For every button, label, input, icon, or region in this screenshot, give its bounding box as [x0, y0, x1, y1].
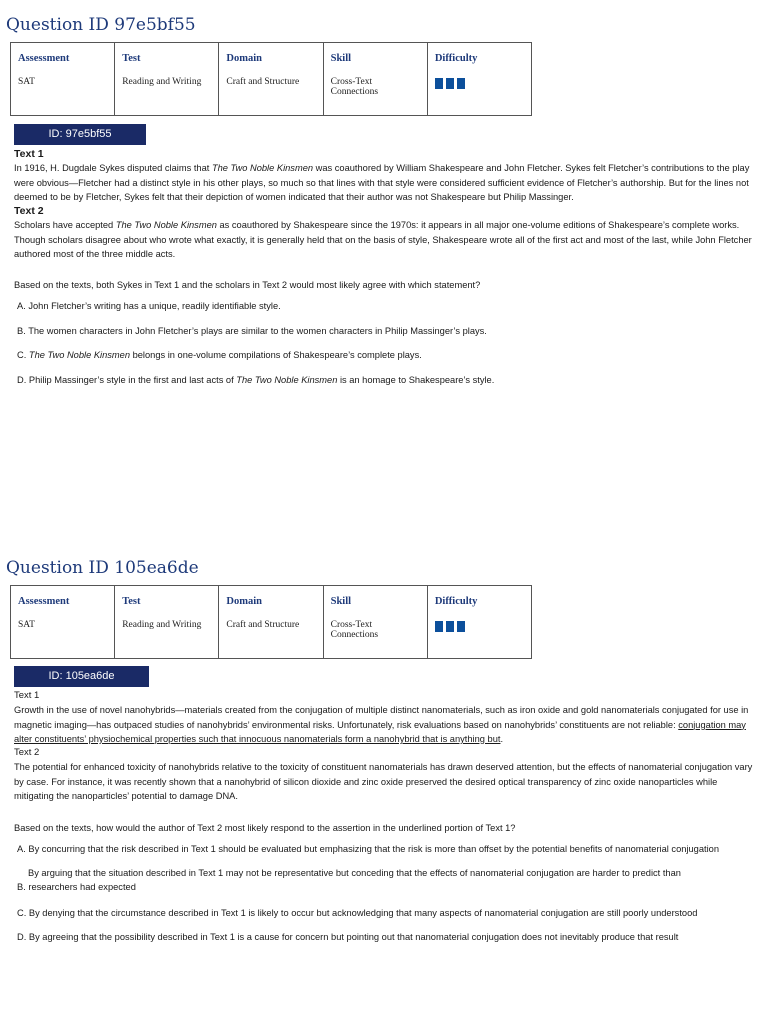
skill-header: Skill: [330, 53, 352, 64]
difficulty-bar: [446, 78, 454, 89]
answer-option-a[interactable]: A. John Fletcher’s writing has a unique, readily identifiable style.: [17, 301, 281, 311]
answer-option-a[interactable]: A. By concurring that the risk described in Text 1 should be evaluated but emphasizing that the risk is more than offset by the potential benefits of nanomaterial conjugation: [17, 844, 719, 854]
answer-option-b[interactable]: [17, 866, 757, 894]
difficulty-bar: [457, 78, 465, 89]
text2-label: Text 2: [14, 205, 44, 218]
test-cell: [115, 43, 219, 115]
assessment-value: SAT: [18, 77, 35, 87]
assessment-header: Assessment: [18, 596, 70, 607]
metadata-table: [10, 585, 532, 659]
id-banner: ID: 105ea6de: [14, 666, 149, 687]
difficulty-bar: [435, 78, 443, 89]
question-prompt: Based on the texts, how would the author of Text 2 most likely respond to the assertion in the underlined portion of Text 1?: [14, 823, 516, 833]
assessment-cell: [11, 586, 115, 658]
passage: [14, 689, 754, 803]
text2-label: Text 2: [14, 747, 40, 759]
passage: [14, 147, 754, 261]
assessment-header: Assessment: [18, 53, 70, 64]
text1-label: Text 1: [14, 148, 44, 160]
difficulty-bar: [435, 621, 443, 632]
question-title: Question ID 105ea6de: [6, 558, 199, 578]
question-prompt: Based on the texts, both Sykes in Text 1 and the scholars in Text 2 would most likely agree with which statement?: [14, 280, 481, 290]
skill-header: Skill: [330, 596, 352, 607]
skill-cell: [324, 43, 428, 115]
skill-value: Cross-Text Connections: [330, 620, 379, 640]
text2-body: Scholars have accepted The Two Noble Kinsmen as coauthored by Shakespeare since the 1970s: it appears in all major one-volume editions of Shakespeare’s complete works. Though scholars disagree about who wrote what exactly, it is generally held that on the basis of style, Shakespeare wrote all of the first act and most of the last, while John Fletcher authored most of the three middle acts.: [14, 220, 752, 260]
underlined-assertion: conjugation may alter constituents’ physiochemical properties such that innocuous nanomaterials form a nanohybrid that is anything but: [14, 719, 746, 744]
skill-value: Cross-Text Connections: [330, 77, 379, 97]
test-header: Test: [122, 596, 141, 607]
option-b-line-1: By arguing that the situation described in Text 1 may not be representative but conceding that the effects of nanomaterial conjugation are harder to predict than: [28, 868, 681, 878]
difficulty-cell: [428, 586, 531, 658]
assessment-value: SAT: [18, 620, 35, 630]
option-b-line-2: B. researchers had expected: [17, 882, 136, 892]
answer-option-b[interactable]: B. The women characters in John Fletcher’s plays are similar to the women characters in Philip Massinger’s plays.: [17, 326, 487, 336]
domain-cell: [219, 586, 323, 658]
test-header: Test: [122, 53, 141, 64]
domain-cell: [219, 43, 323, 115]
difficulty-indicator: [435, 621, 531, 632]
assessment-cell: [11, 43, 115, 115]
difficulty-header: Difficulty: [434, 596, 478, 607]
text2-body: The potential for enhanced toxicity of nanohybrids relative to the toxicity of constituent nanomaterials has drawn deserved attention, but the effects of nanomaterial conjugation vary by case. For instance, it was recently shown that a nanohybrid of silicon dioxide and zinc oxide preserved the desired optical transparency of zinc oxide nanoparticles while mitigating the nanoparticles’ potential to damage DNA.: [14, 762, 753, 802]
test-value: Reading and Writing: [122, 620, 202, 630]
difficulty-bar: [446, 621, 454, 632]
difficulty-header: Difficulty: [434, 53, 478, 64]
metadata-table: [10, 42, 532, 116]
domain-header: Domain: [226, 53, 262, 64]
answer-option-c[interactable]: C. By denying that the circumstance described in Text 1 is likely to occur but acknowledging that many aspects of nanomaterial conjugation are still poorly understood: [17, 908, 698, 918]
domain-header: Domain: [226, 596, 262, 607]
skill-cell: [324, 586, 428, 658]
answer-option-d[interactable]: D. By agreeing that the possibility described in Text 1 is a cause for concern but pointing out that nanomaterial conjugation does not inevitably produce that result: [17, 932, 679, 942]
text1-body: Growth in the use of novel nanohybrids—materials created from the conjugation of multiple distinct nanomaterials, such as iron oxide and gold nanomaterials conjugated for use in magnetic imaging—has outpaced studies of nanohybrids’ environmental risks. Unfortunately, risk evaluations based on nanohybrids’ constituents are not reliable: conjugation may alter constituents’ physiochemical properties such that innocuous nanomaterials form a nanohybrid that is anything but.: [14, 705, 749, 744]
question-title: Question ID 97e5bf55: [6, 15, 196, 35]
id-banner: ID: 97e5bf55: [14, 124, 146, 145]
answer-option-c[interactable]: C. The Two Noble Kinsmen belongs in one-volume compilations of Shakespeare’s complete plays.: [17, 350, 422, 360]
answer-option-d[interactable]: D. Philip Massinger’s style in the first and last acts of The Two Noble Kinsmen is an homage to Shakespeare’s style.: [17, 375, 495, 385]
text1-label: Text 1: [14, 690, 40, 701]
test-value: Reading and Writing: [122, 77, 202, 87]
difficulty-cell: [428, 43, 531, 115]
domain-value: Craft and Structure: [226, 620, 300, 630]
difficulty-indicator: [435, 78, 531, 89]
text1-body: In 1916, H. Dugdale Sykes disputed claims that The Two Noble Kinsmen was coauthored by William Shakespeare and John Fletcher. Sykes felt Fletcher’s contributions to the play were obvious—Fletcher had a distinct style in his other plays, so much so that lines with that style were considered sufficient evidence of Fletcher’s authorship. But for the lines not deemed to be by Fletcher, Sykes felt that their depiction of women indicated that their author was not Shakespeare but Philip Massinger.: [14, 163, 750, 202]
difficulty-bar: [457, 621, 465, 632]
test-cell: [115, 586, 219, 658]
domain-value: Craft and Structure: [226, 77, 300, 87]
